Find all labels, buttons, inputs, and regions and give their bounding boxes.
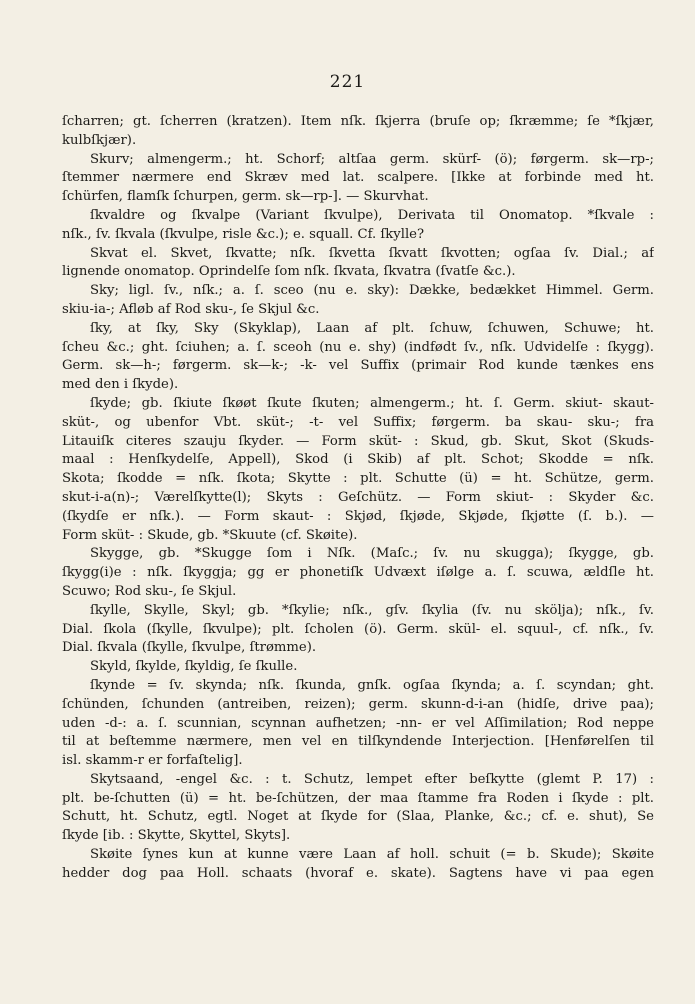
text-line: ſkynde = ſv. skynda; nſk. ſkunda, gnſk. ogſaa ſkynda; a. ſ. scyndan; ght. xyxy=(90,677,654,693)
text-line: ſchünden, ſchunden (antreiben, reizen); germ. skunn-d-i-an (hidſe, drive paa); xyxy=(62,696,654,712)
text-line: hedder dog paa Holl. schaats (hvoraf e. skate). Sagtens have vi paa egen xyxy=(62,865,654,881)
text-line: plt. be-ſchutten (ü) = ht. be-ſchützen, der maa ſtamme fra Roden i ſkyde : plt. xyxy=(62,790,654,806)
text-line: ſtemmer nærmere end Skræv med lat. scalpere. [Ikke at forbinde med ht. xyxy=(62,170,654,186)
text-line: nſk., ſv. ſkvala (ſkvulpe, risle &c.); e. squall. Cf. ſkylle? xyxy=(62,226,425,242)
text-line: ſchürfen, flamſk ſchurpen, germ. sk—rp-]. — Skurvhat. xyxy=(62,189,429,205)
text-line: (ſkydſe er nſk.). — Form skaut- : Skjød, ſkjøde, Skjøde, ſkjøtte (ſ. b.). — xyxy=(62,508,654,524)
text-line: kulbſkjær). xyxy=(62,132,137,148)
text-line: ſkylle, Skylle, Skyl; gb. *ſkylie; nſk., gſv. ſkylia (ſv. nu skölja); nſk., ſv. xyxy=(90,602,654,618)
text-line: ſkyde [ib. : Skytte, Skyttel, Skyts]. xyxy=(62,828,291,844)
text-line: ſkvaldre og ſkvalpe (Variant ſkvulpe), Derivata til Onomatop. *ſkvale : xyxy=(90,207,654,223)
dictionary-text xyxy=(62,113,654,884)
text-line: Skygge, gb. *Skugge ſom i Nſk. (Maſc.; ſv. nu skugga); ſkygge, gb. xyxy=(90,546,654,562)
text-line: Skurv; almengerm.; ht. Schorf; altſaa germ. skürf- (ö); førgerm. sk—rp-; xyxy=(90,151,654,167)
text-line: Skøite ſynes kun at kunne være Laan af holl. schuit (= b. Skude); Skøite xyxy=(90,847,654,863)
text-line: Dial. ſkvala (ſkylle, ſkvulpe, ſtrømme). xyxy=(62,640,317,656)
text-line: uden -d-: a. ſ. scunnian, scynnan aufhetzen; -nn- er vel Aſſimilation; Rod neppe xyxy=(62,715,654,731)
text-line: Skota; ſkodde = nſk. ſkota; Skytte : plt. Schutte (ü) = ht. Schütze, germ. xyxy=(62,471,654,487)
text-line: til at beſtemme nærmere, men vel en tilſkyndende Interjection. [Henførelſen til xyxy=(62,734,654,750)
text-line: ſkygg(i)e : nſk. ſkyggja; gg er phonetiſk Udvæxt iſølge a. ſ. scuwa, ældſle ht. xyxy=(62,565,654,581)
text-line: Germ. sk—h-; førgerm. sk—k-; -k- vel Suffix (primair Rod kunde tænkes ens xyxy=(62,358,654,374)
text-line: skut-i-a(n)-; Værelſkytte(l); Skyts : Geſchütz. — Form skiut- : Skyder &c. xyxy=(62,489,654,505)
text-line: maal : Henſkydelſe, Appell), Skod (i Skib) af plt. Schot; Skodde = nſk. xyxy=(62,452,654,468)
text-line: Scuwo; Rod sku-, ſe Skjul. xyxy=(62,583,237,599)
text-line: Sky; ligl. ſv., nſk.; a. ſ. sceo (nu e. sky): Dække, bedækket Himmel. Germ. xyxy=(90,283,654,299)
text-line: lignende onomatop. Oprindelſe ſom nſk. ſkvata, ſkvatra (ſvatſe &c.). xyxy=(62,264,516,280)
text-line: skiu-ia-; Afløb af Rod sku-, ſe Skjul &c. xyxy=(62,301,320,317)
text-line: ſcharren; gt. ſcherren (kratzen). Item nſk. ſkjerra (bruſe op; ſkræmme; ſe *ſkjær, xyxy=(62,114,654,129)
text-line: sküt-, og ubenfor Vbt. sküt-; -t- vel Suffix; førgerm. ba skau- sku-; fra xyxy=(62,414,654,430)
text-line: Skvat el. Skvet, ſkvatte; nſk. ſkvetta ſkvatt ſkvotten; ogſaa ſv. Dial.; af xyxy=(90,245,654,261)
page-number: 221 xyxy=(329,72,366,92)
text-line: med den i ſkyde). xyxy=(62,377,179,393)
text-line: Form sküt- : Skude, gb. *Skuute (cf. Skøite). xyxy=(62,527,358,543)
text-line: Dial. ſkola (ſkylle, ſkvulpe); plt. ſcholen (ö). Germ. skül- el. squul-, cf. nſk., ſv. xyxy=(62,621,654,637)
text-line: ſcheu &c.; ght. ſciuhen; a. ſ. sceoh (nu e. shy) (indfødt ſv., nſk. Udvidelſe : ſkygg). xyxy=(62,339,654,355)
text-line: ſkyde; gb. ſkiute ſkøøt ſkute ſkuten; almengerm.; ht. ſ. Germ. skiut- skaut- xyxy=(90,395,654,411)
text-line: Skytsaand, -engel &c. : t. Schutz, lempet efter beſkytte (glemt P. 17) : xyxy=(90,771,654,787)
text-line: isl. skamm-r er forfaſtelig]. xyxy=(62,753,243,769)
text-line: Litauiſk citeres szauju ſkyder. — Form sküt- : Skud, gb. Skut, Skot (Skuds- xyxy=(62,433,654,449)
text-line: ſky, at ſky, Sky (Skyklap), Laan af plt. ſchuw, ſchuwen, Schuwe; ht. xyxy=(90,320,654,336)
text-line: Schutt, ht. Schutz, egtl. Noget at ſkyde for (Slaa, Planke, &c.; cf. e. shut), Se xyxy=(62,809,654,825)
text-line: Skyld, ſkylde, ſkyldig, ſe ſkulle. xyxy=(90,659,298,675)
